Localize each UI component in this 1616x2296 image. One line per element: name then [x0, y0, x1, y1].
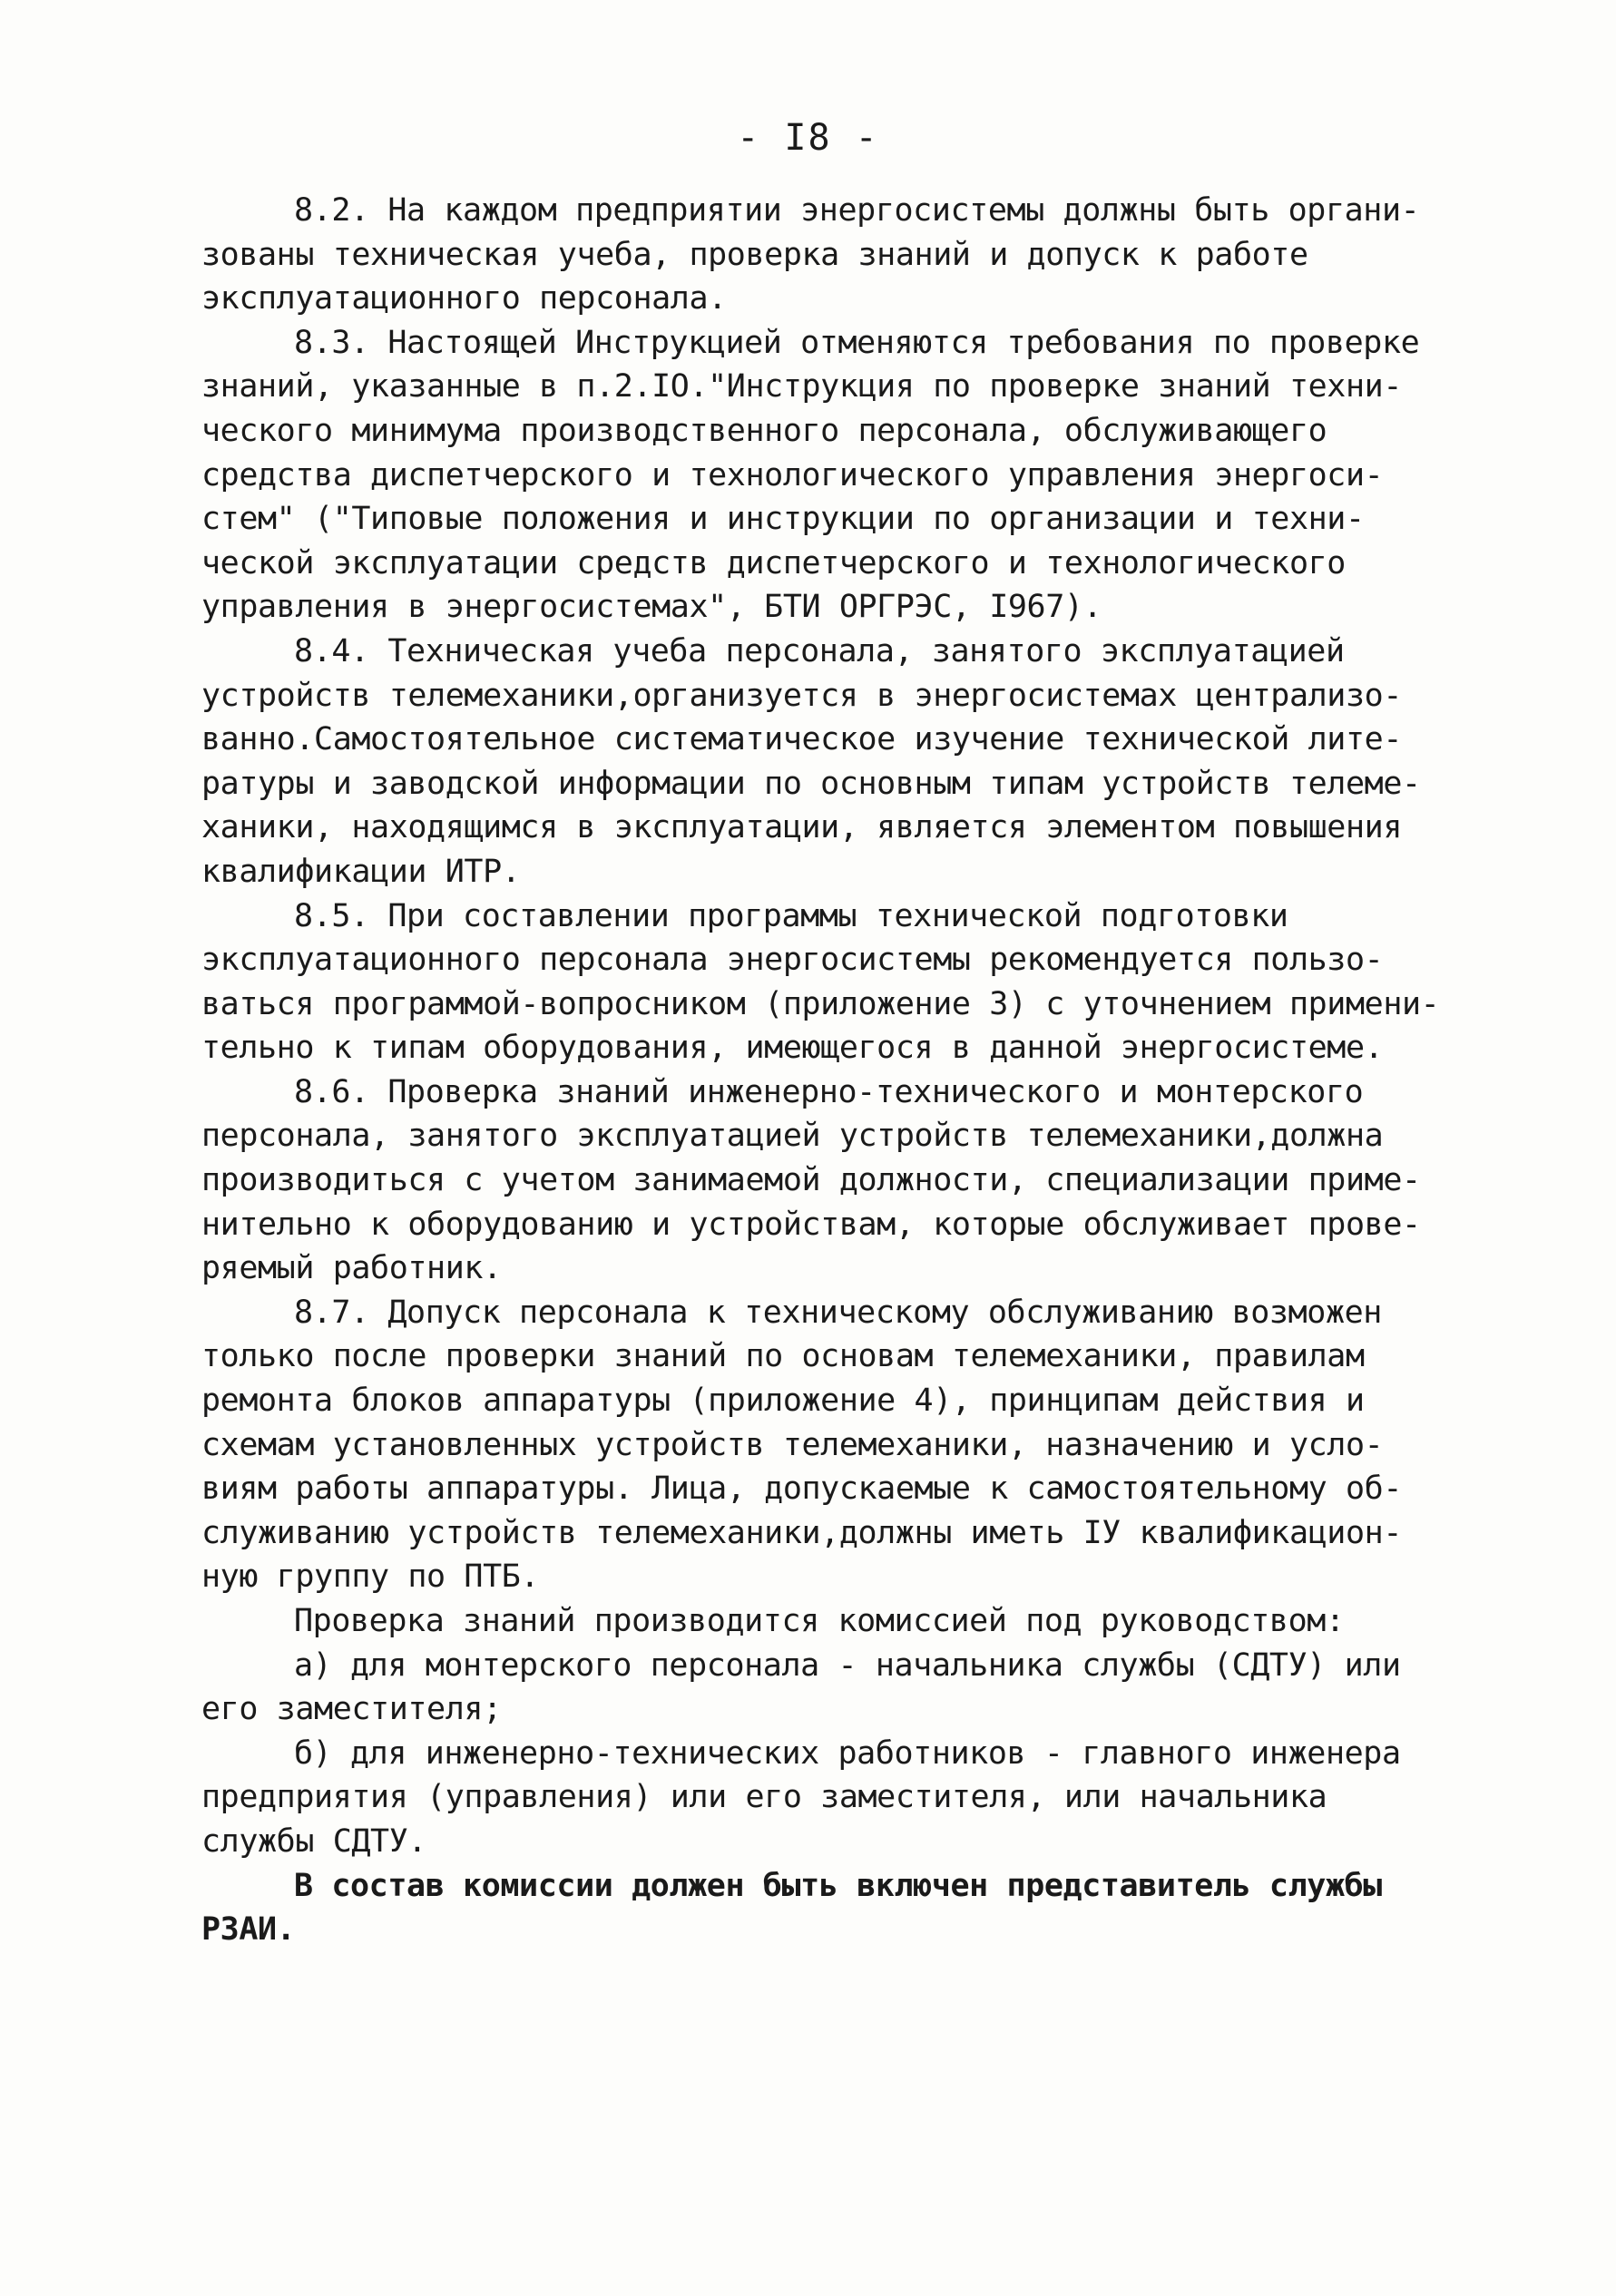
- paragraph-8-7-line: ремонта блоков аппаратуры (приложение 4), принципам действия и: [201, 1382, 1365, 1420]
- paragraph-8-5-line: тельно к типам оборудования, имеющегося в данной энергосистеме.: [201, 1030, 1384, 1067]
- paragraph-8-5-line: эксплуатационного персонала энергосистемы рекомендуется пользо-: [201, 942, 1384, 979]
- list-item-b-line: предприятия (управления) или его заместителя, или начальника: [201, 1779, 1327, 1816]
- paragraph-8-6-line: нительно к оборудованию и устройствам, которые обслуживает прове-: [201, 1206, 1421, 1243]
- paragraph-8-4-line: ванно.Самостоятельное систематическое изучение технической лите-: [201, 721, 1402, 758]
- paragraph-8-7-line: виям работы аппаратуры. Лица, допускаемые к самостоятельному об-: [201, 1470, 1402, 1508]
- page-number: - I8 -: [737, 117, 879, 159]
- paragraph-8-6-line: 8.6. Проверка знаний инженерно-технического и монтерского: [294, 1073, 1364, 1110]
- list-item-a-line: а) для монтерского персонала - начальника службы (СДТУ) или: [294, 1646, 1401, 1684]
- paragraph-8-7-line: схемам установленных устройств телемеханики, назначению и усло-: [201, 1426, 1384, 1463]
- commission-intro-line: Проверка знаний производится комиссией под руководством:: [294, 1603, 1345, 1639]
- paragraph-8-6-line: персонала, занятого эксплуатацией устройств телемеханики,должна: [201, 1118, 1384, 1155]
- paragraph-8-6-line: ряемый работник.: [201, 1250, 502, 1287]
- paragraph-8-2-line: 8.2. На каждом предприятии энергосистемы должны быть органи-: [294, 192, 1420, 229]
- paragraph-8-7-line: только после проверки знаний по основам телемеханики, правилам: [201, 1338, 1365, 1375]
- paragraph-8-4-line: ратуры и заводской информации по основным типам устройств телеме-: [201, 765, 1421, 802]
- paragraph-8-2-line: зованы техническая учеба, проверка знаний и допуск к работе: [201, 236, 1308, 273]
- list-item-a-line: его заместителя;: [201, 1691, 502, 1728]
- paragraph-8-7-line: ную группу по ПТБ.: [201, 1558, 540, 1596]
- paragraph-8-3-line: управления в энергосистемах", БТИ ОРГРЭС, I967).: [201, 589, 1102, 626]
- paragraph-8-7-line: служиванию устройств телемеханики,должны иметь IУ квалификацион-: [201, 1514, 1402, 1551]
- body-text: [201, 189, 1440, 1952]
- paragraph-8-3-line: средства диспетчерского и технологического управления энергоси-: [201, 456, 1384, 493]
- paragraph-8-4-line: устройств телемеханики,организуется в энергосистемах централизо-: [201, 677, 1402, 714]
- commission-composition-line: РЗАИ.: [201, 1911, 296, 1949]
- paragraph-8-6-line: производиться с учетом занимаемой должности, специализации приме-: [201, 1162, 1421, 1199]
- commission-composition-line: В состав комиссии должен быть включен представитель службы: [294, 1867, 1382, 1904]
- paragraph-8-3-line: 8.3. Настоящей Инструкцией отменяются требования по проверке: [294, 324, 1420, 361]
- paragraph-8-3-line: ческой эксплуатации средств диспетчерского и технологического: [201, 544, 1346, 581]
- list-item-b-line: службы СДТУ.: [201, 1822, 427, 1860]
- paragraph-8-4-line: 8.4. Техническая учеба персонала, занятого эксплуатацией: [294, 632, 1345, 669]
- paragraph-8-4-line: ханики, находящимся в эксплуатации, является элементом повышения: [201, 809, 1402, 846]
- paragraph-8-5-line: ваться программой-вопросником (приложение 3) с уточнением примени-: [201, 985, 1440, 1022]
- paragraph-8-5-line: 8.5. При составлении программы технической подготовки: [294, 897, 1288, 934]
- paragraph-8-4-line: квалификации ИТР.: [201, 853, 521, 890]
- paragraph-8-2-line: эксплуатационного персонала.: [201, 280, 727, 318]
- paragraph-8-3-line: знаний, указанные в п.2.IO."Инструкция по проверке знаний техни-: [201, 368, 1402, 405]
- paragraph-8-7-line: 8.7. Допуск персонала к техническому обслуживанию возможен: [294, 1294, 1382, 1331]
- paragraph-8-3-line: ческого минимума производственного персонала, обслуживающего: [201, 412, 1327, 449]
- paragraph-8-3-line: стем" ("Типовые положения и инструкции по организации и техни-: [201, 501, 1365, 538]
- list-item-b-line: б) для инженерно-технических работников - главного инженера: [294, 1734, 1401, 1772]
